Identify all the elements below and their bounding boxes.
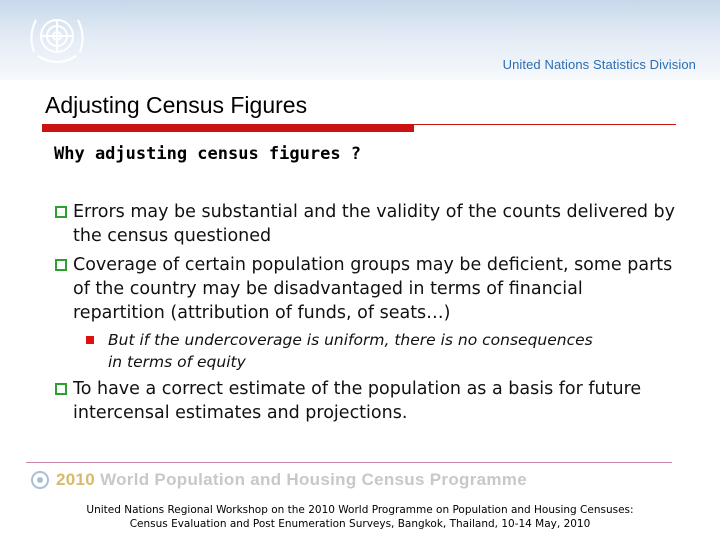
un-emblem-icon	[20, 8, 94, 70]
checkbox-bullet-icon	[55, 259, 67, 271]
footer-line-1: United Nations Regional Workshop on the 2010 World Programme on Population and Housing Censuses:	[86, 504, 634, 516]
slide-title: Adjusting Census Figures	[45, 92, 308, 118]
checkbox-bullet-icon	[55, 383, 67, 395]
slide-footer	[0, 503, 720, 531]
bullet-text: To have a correct estimate of the population as a basis for future intercensal estimates and projections.	[73, 379, 642, 423]
bullet-text: Errors may be substantial and the validity of the counts delivered by the census questioned	[73, 202, 675, 246]
bullet-item-1	[55, 200, 675, 248]
checkbox-bullet-icon	[55, 206, 67, 218]
banner-year: 2010	[56, 470, 96, 489]
title-underline-bar	[42, 124, 414, 132]
bullet-text: Coverage of certain population groups may be deficient, some parts of the country may be disadvantaged in terms of financial repartition (attribution of funds, of seats…)	[73, 255, 673, 323]
header-band	[0, 0, 720, 80]
sub-bullet-item	[86, 329, 606, 373]
slide-subtitle: Why adjusting census figures ?	[54, 144, 362, 164]
title-underline-line	[414, 124, 676, 125]
bullet-item-2	[55, 253, 675, 325]
banner-text: World Population and Housing Census Programme	[100, 470, 527, 489]
square-bullet-icon	[86, 336, 94, 344]
sub-bullet-text: But if the undercoverage is uniform, there is no consequences in terms of equity	[108, 331, 593, 371]
census-programme-logo-icon	[28, 470, 52, 490]
footer-line-2: Census Evaluation and Post Enumeration Surveys, Bangkok, Thailand, 10-14 May, 2010	[129, 518, 591, 530]
bullet-item-3	[55, 377, 675, 425]
census-programme-banner	[56, 470, 527, 490]
org-name: United Nations Statistics Division	[502, 57, 696, 72]
footer-divider	[26, 462, 672, 463]
